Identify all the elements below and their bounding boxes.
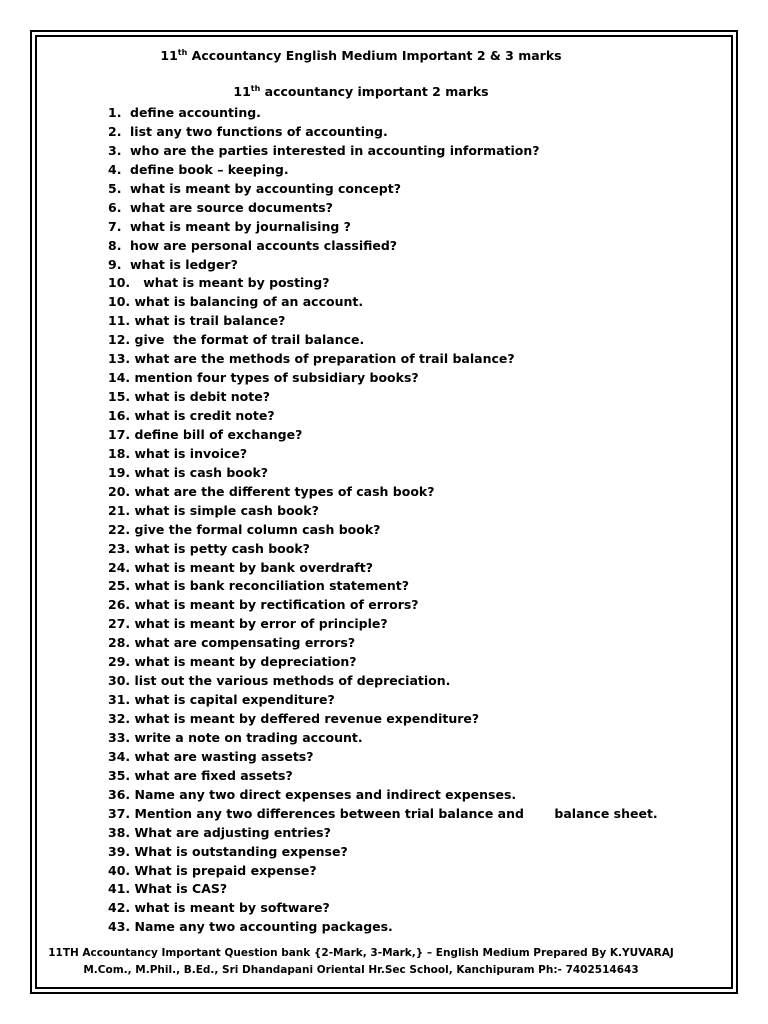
footer-line-2: M.Com., M.Phil., B.Ed., Sri Dhandapani Oriental Hr.Sec School, Kanchipuram Ph:- 7402514643 (83, 964, 639, 976)
question-text: what is meant by journalising ? (130, 218, 351, 234)
question-number: 8. (108, 237, 122, 253)
question-item (108, 710, 708, 729)
question-text: what is trail balance? (130, 313, 286, 329)
question-item (108, 805, 708, 824)
question-text: what is simple cash book? (130, 502, 319, 518)
question-text: what is meant by bank overdraft? (130, 559, 373, 575)
question-text: What is CAS? (130, 881, 228, 897)
question-item (108, 691, 708, 710)
question-text: what is meant by software? (130, 900, 330, 916)
question-text: give the format of trail balance. (130, 332, 365, 348)
question-number: 41. (108, 881, 131, 897)
question-text: what are the different types of cash book? (130, 483, 435, 499)
question-number: 17. (108, 426, 131, 442)
question-item (108, 559, 708, 578)
question-text: what are compensating errors? (130, 635, 356, 651)
question-number: 16. (108, 408, 131, 423)
question-item (108, 388, 708, 407)
question-number: 11. (108, 313, 131, 329)
question-text: write a note on trading account. (130, 729, 363, 745)
question-number: 43. (108, 919, 131, 935)
question-item (108, 843, 708, 862)
question-item (108, 577, 708, 596)
question-number: 2. (108, 123, 122, 139)
question-list (108, 104, 708, 937)
question-text: what is invoice? (130, 445, 248, 461)
question-text: define book – keeping. (130, 161, 289, 177)
question-item (108, 237, 708, 256)
question-item (108, 199, 708, 218)
question-number: 35. (108, 767, 131, 783)
question-item (108, 445, 708, 464)
question-number: 13. (108, 351, 131, 367)
question-item (108, 748, 708, 767)
question-item (108, 880, 708, 899)
question-item (108, 218, 708, 237)
question-item (108, 634, 708, 653)
question-item (108, 540, 708, 559)
question-item (108, 767, 708, 786)
question-text: Name any two accounting packages. (130, 919, 393, 935)
question-item (108, 918, 708, 937)
question-item (108, 786, 708, 805)
question-text: what are the methods of preparation of trail balance? (130, 351, 515, 367)
question-number: 10. (108, 294, 131, 310)
question-number: 34. (108, 748, 131, 764)
question-text: what is debit note? (130, 389, 270, 405)
question-text: define bill of exchange? (130, 426, 303, 442)
question-item (108, 615, 708, 634)
question-text: define accounting. (130, 105, 261, 120)
question-item (108, 104, 708, 123)
question-item (108, 653, 708, 672)
question-text: Mention any two differences between trial balance and balance sheet. (130, 805, 658, 821)
question-number: 29. (108, 654, 131, 670)
question-number: 21. (108, 502, 131, 518)
question-text: What are adjusting entries? (130, 824, 331, 840)
question-number: 3. (108, 142, 122, 158)
question-text: give the formal column cash book? (130, 521, 381, 537)
question-number: 28. (108, 635, 131, 651)
question-item (108, 426, 708, 445)
question-item (108, 824, 708, 843)
question-text: what is meant by posting? (130, 275, 330, 291)
question-number: 18. (108, 445, 131, 461)
question-item (108, 862, 708, 881)
question-text: what is petty cash book? (130, 540, 310, 556)
question-item (108, 331, 708, 350)
question-number: 22. (108, 521, 131, 537)
question-text: mention four types of subsidiary books? (130, 370, 419, 386)
question-item (108, 521, 708, 540)
question-text: what is meant by error of principle? (130, 616, 388, 632)
question-text: how are personal accounts classified? (130, 237, 398, 253)
question-number: 42. (108, 900, 131, 916)
question-item (108, 483, 708, 502)
question-text: what are fixed assets? (130, 767, 293, 783)
question-item (108, 123, 708, 142)
question-number: 10. (108, 275, 131, 291)
question-item (108, 369, 708, 388)
document-title: 11th Accountancy English Medium Important 2 & 3 marks (160, 48, 562, 63)
footer-line-1: 11TH Accountancy Important Question bank {2-Mark, 3-Mark,} – English Medium Prepared By K.YUVARAJ (48, 947, 674, 959)
section-heading: 11th accountancy important 2 marks (233, 84, 489, 99)
question-text: what is cash book? (130, 464, 269, 480)
question-text: what are source documents? (130, 199, 333, 215)
question-item (108, 729, 708, 748)
question-number: 15. (108, 389, 131, 405)
question-text: What is outstanding expense? (130, 843, 348, 859)
question-number: 31. (108, 692, 131, 708)
question-item (108, 350, 708, 369)
question-text: what is meant by deffered revenue expenditure? (130, 711, 480, 726)
question-item (108, 274, 708, 293)
question-text: what is meant by rectification of errors? (130, 597, 419, 613)
question-text: what is capital expenditure? (130, 692, 335, 708)
question-number: 33. (108, 729, 131, 745)
question-number: 25. (108, 578, 131, 594)
question-item (108, 899, 708, 918)
question-number: 19. (108, 464, 131, 480)
question-text: what is meant by depreciation? (130, 654, 357, 670)
question-text: what is bank reconciliation statement? (130, 578, 410, 594)
question-number: 38. (108, 824, 131, 840)
question-item (108, 312, 708, 331)
question-number: 20. (108, 483, 131, 499)
question-number: 36. (108, 786, 131, 802)
question-item (108, 256, 708, 275)
question-number: 32. (108, 711, 131, 726)
question-text: what is credit note? (130, 408, 275, 423)
question-number: 40. (108, 862, 131, 878)
question-item (108, 672, 708, 691)
question-item (108, 502, 708, 521)
question-number: 4. (108, 161, 122, 177)
question-text: list out the various methods of depreciation. (130, 673, 451, 689)
question-item (108, 464, 708, 483)
question-number: 1. (108, 105, 122, 120)
question-number: 6. (108, 199, 122, 215)
question-item (108, 161, 708, 180)
question-text: list any two functions of accounting. (130, 123, 388, 139)
question-number: 9. (108, 256, 122, 272)
question-text: who are the parties interested in accounting information? (130, 142, 540, 158)
question-text: what is balancing of an account. (130, 294, 364, 310)
question-number: 27. (108, 616, 131, 632)
question-number: 5. (108, 180, 122, 196)
question-number: 7. (108, 218, 122, 234)
question-text: what are wasting assets? (130, 748, 314, 764)
question-text: Name any two direct expenses and indirect expenses. (130, 786, 517, 802)
question-text: what is ledger? (130, 256, 238, 272)
question-number: 39. (108, 843, 131, 859)
question-item (108, 596, 708, 615)
question-number: 30. (108, 673, 131, 689)
question-number: 12. (108, 332, 131, 348)
question-number: 14. (108, 370, 131, 386)
question-number: 23. (108, 540, 131, 556)
question-text: What is prepaid expense? (130, 862, 317, 878)
question-text: what is meant by accounting concept? (130, 180, 401, 196)
footer (0, 945, 722, 979)
question-number: 26. (108, 597, 131, 613)
question-item (108, 180, 708, 199)
question-number: 24. (108, 559, 131, 575)
question-item (108, 293, 708, 312)
question-item (108, 142, 708, 161)
question-item (108, 407, 708, 426)
question-number: 37. (108, 805, 131, 821)
